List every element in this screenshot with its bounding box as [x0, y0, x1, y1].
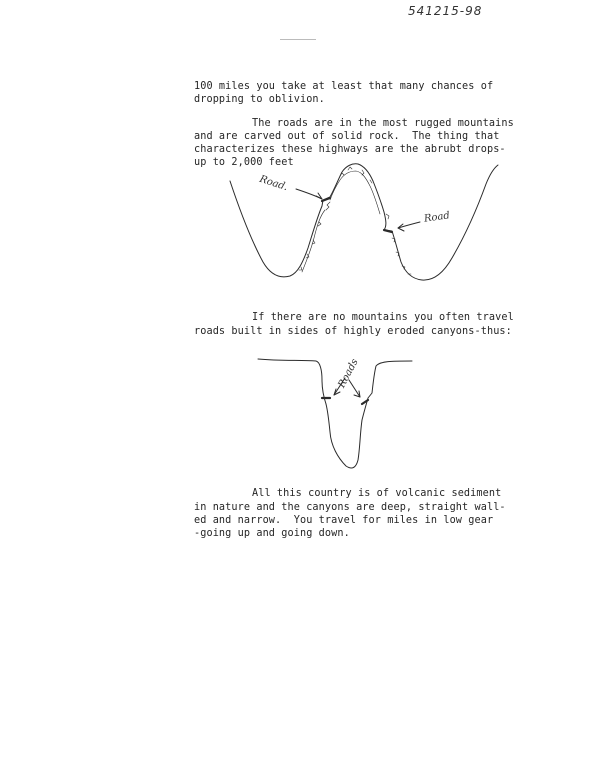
text-line-p1-2: dropping to oblivion.: [194, 94, 325, 105]
text-line-p2-4: up to 2,000 feet: [194, 157, 294, 168]
sketch2-label: Roads: [336, 357, 361, 390]
text-line-p2-3: characterizes these highways are the abrubt drops-: [194, 144, 506, 155]
text-line-p4-1: All this country is of volcanic sediment: [252, 488, 502, 499]
text-line-p2-1: The roads are in the most rugged mountains: [252, 118, 514, 129]
text-line-p4-2: in nature and the canyons are deep, straight wall-: [194, 502, 506, 513]
text-line-p4-3: ed and narrow. You travel for miles in low gear: [194, 515, 494, 526]
text-line-p1-1: 100 miles you take at least that many chances of: [194, 81, 494, 92]
text-line-p2-2: and are carved out of solid rock. The thing that: [194, 131, 500, 142]
text-line-p4-4: -going up and going down.: [194, 528, 350, 539]
text-line-p3-1: If there are no mountains you often travel: [252, 312, 514, 323]
sketch1-label-right: Road: [423, 210, 451, 225]
text-line-p3-2: roads built in sides of highly eroded canyons-thus:: [194, 326, 512, 337]
document-number: 541215-98: [408, 4, 483, 18]
sketch1-label-left: Road.: [258, 173, 290, 194]
